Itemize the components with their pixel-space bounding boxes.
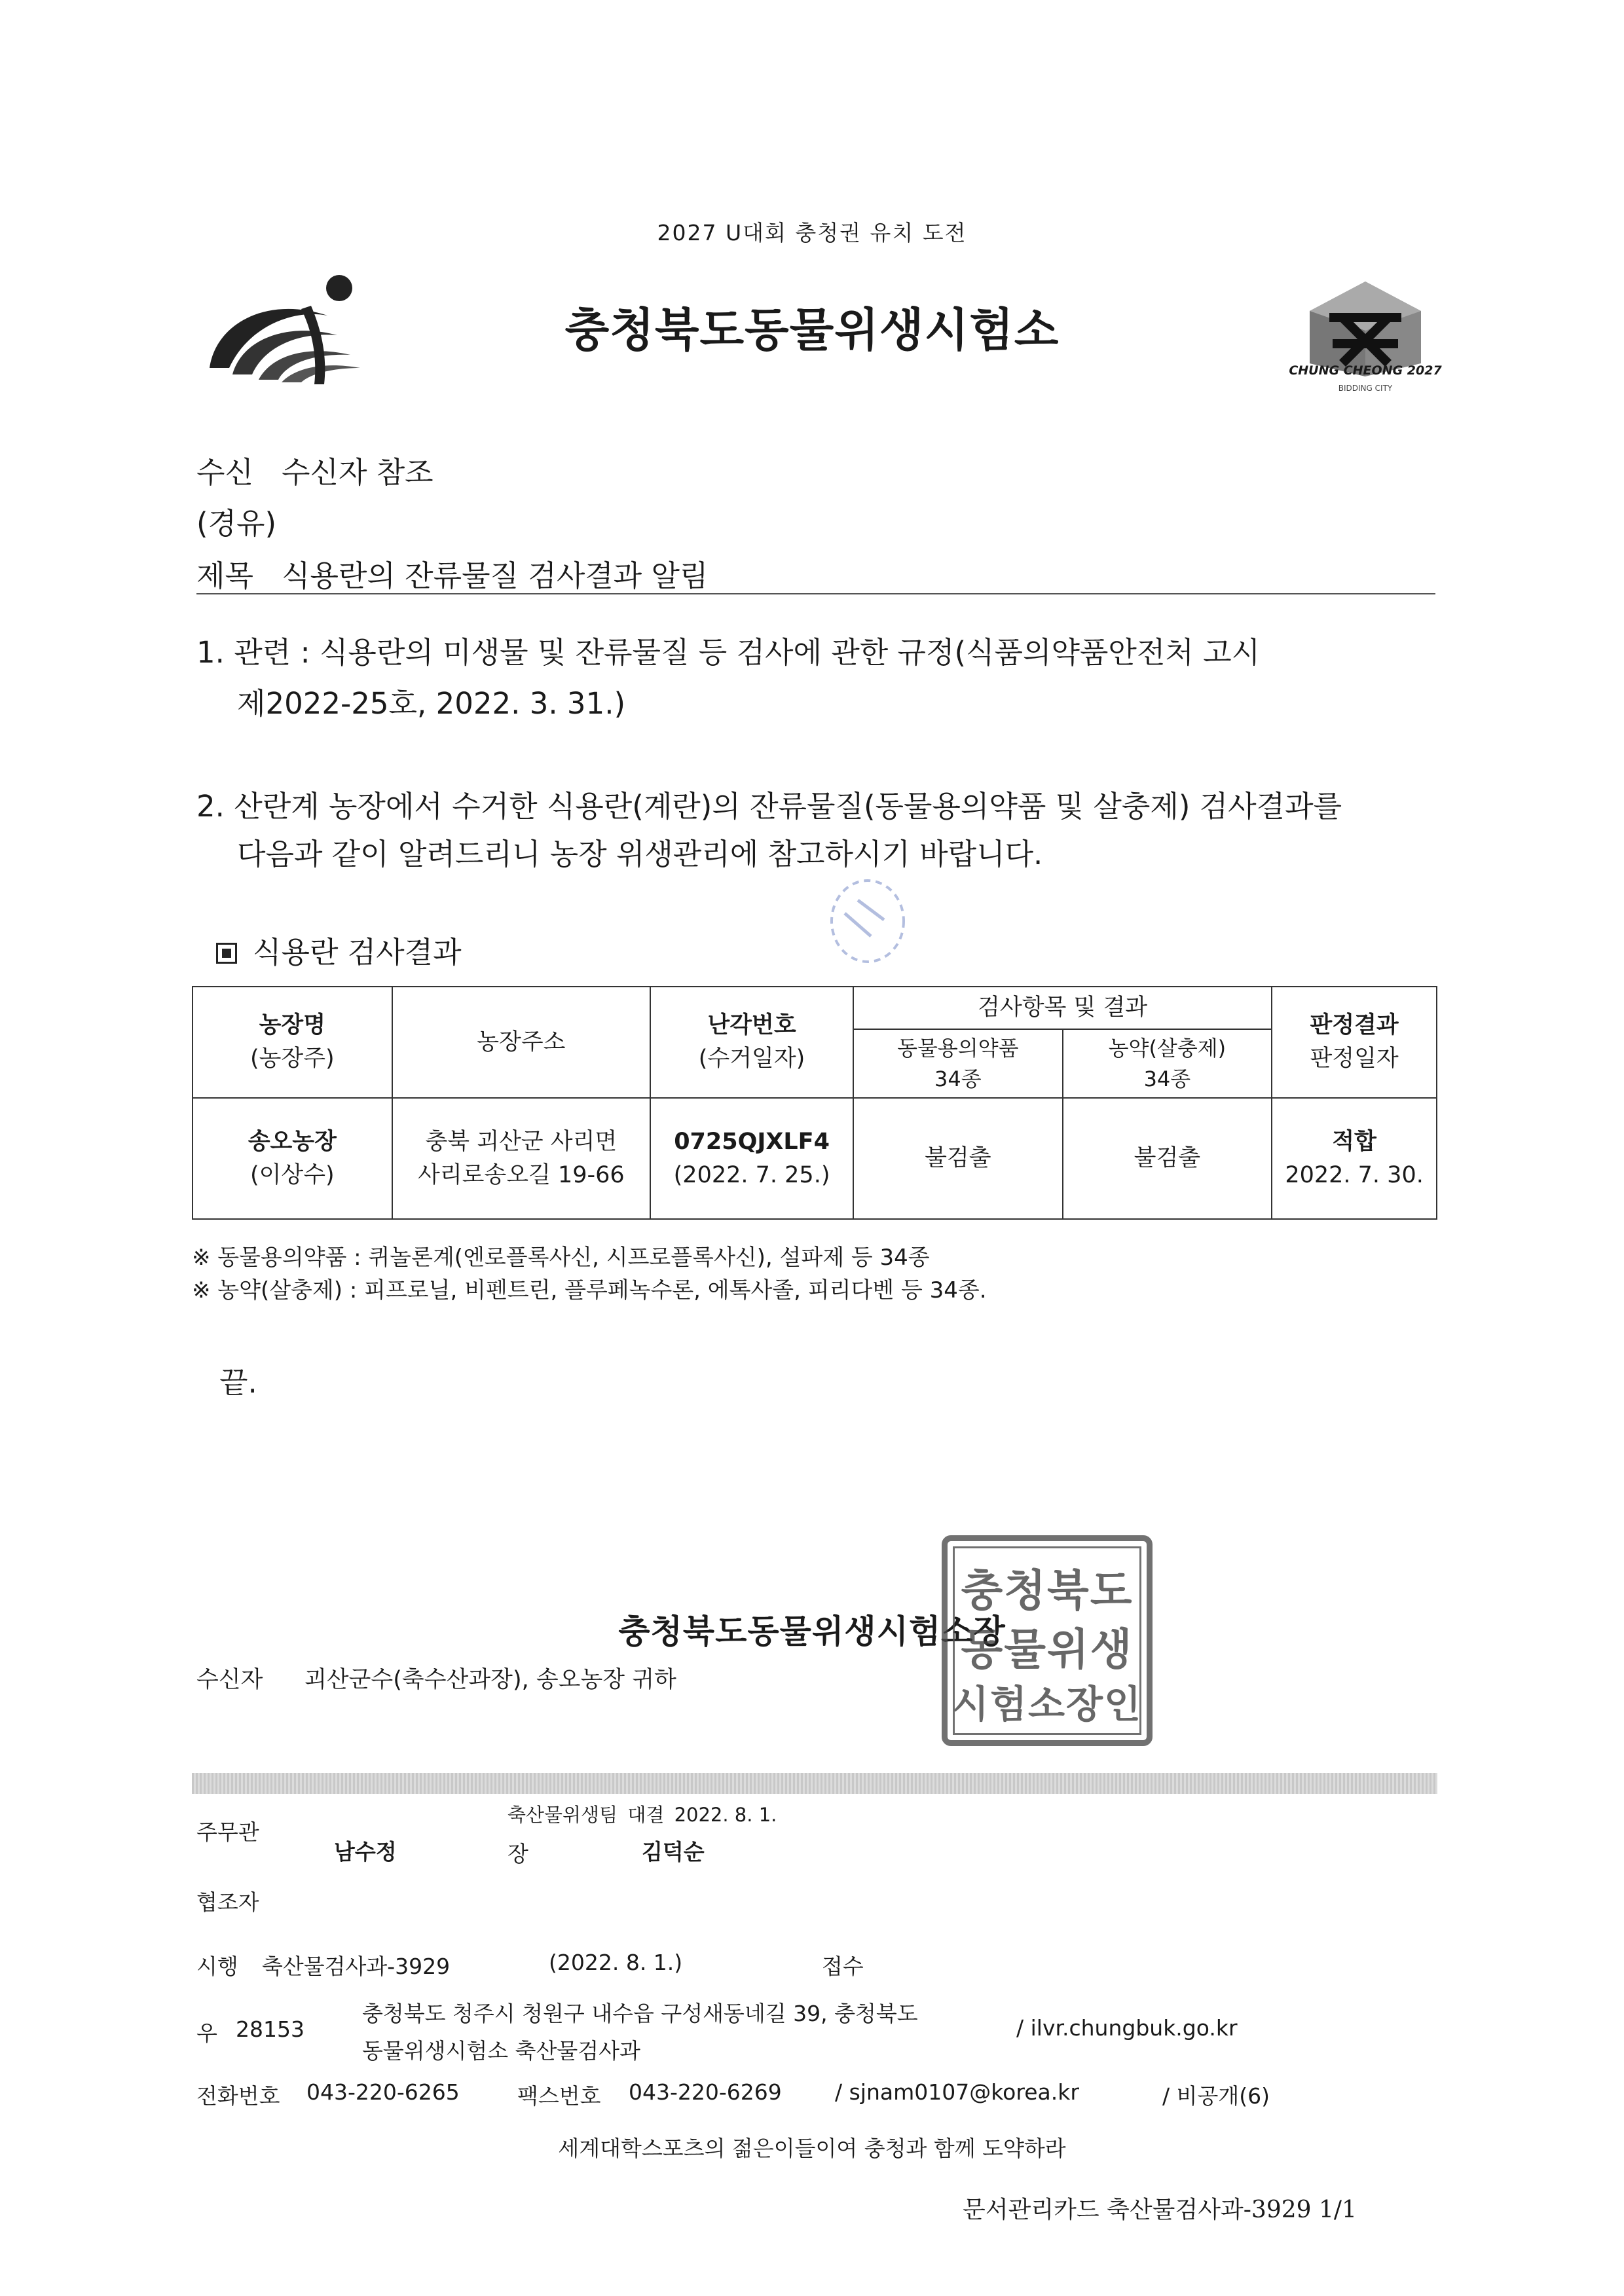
results-table xyxy=(192,986,1437,1220)
official-seal xyxy=(942,1535,1153,1746)
header-vet-drugs-label: 동물용의약품 xyxy=(897,1036,1019,1061)
table-header-row xyxy=(193,987,1437,1029)
cell-farm xyxy=(193,1098,392,1219)
approval-type: 대결 xyxy=(627,1804,665,1826)
subject-value: 식용란의 잔류물질 검사결과 알림 xyxy=(282,558,709,593)
divider-bar xyxy=(192,1773,1437,1794)
item2-line2: 다음과 같이 알려드리니 농장 위생관리에 참고하시기 바랍니다. xyxy=(237,837,1043,871)
chief-title: 충청북도동물위생시험소장 xyxy=(618,1613,1006,1650)
postal-label: 우 xyxy=(196,2020,217,2046)
seal-line1: 충청북도 xyxy=(961,1565,1134,1616)
receipt-stamp-mark-icon xyxy=(819,874,917,969)
doc-card: 문서관리카드 축산물검사과-3929 1/1 xyxy=(963,2196,1357,2223)
website: / ilvr.chungbuk.go.kr xyxy=(1016,2015,1238,2041)
cell-farm-name: 송오농장 xyxy=(248,1128,337,1155)
recipients-label: 수신자 xyxy=(196,1667,263,1693)
cell-farm-owner: (이상수) xyxy=(249,1161,335,1188)
section-label-text: 식용란 검사결과 xyxy=(253,935,462,970)
header-farm xyxy=(193,987,392,1098)
subject-divider xyxy=(196,593,1435,594)
cell-egg xyxy=(650,1098,853,1219)
header-pesticides-label: 농약(살충제) xyxy=(1108,1036,1227,1061)
header-collect-date: (수거일자) xyxy=(698,1046,805,1072)
footnote-pesticides: ※ 농약(살충제) : 피프로닐, 비펜트린, 플루페녹수론, 에톡사졸, 피리다벤 등 34종. xyxy=(192,1277,987,1303)
recipient-value: 수신자 참조 xyxy=(282,455,434,490)
approver-name: 김덕순 xyxy=(642,1839,705,1865)
address-line1: 충청북도 청주시 청원구 내수읍 구성새동네길 39, 충청북도 xyxy=(362,2001,918,2026)
cell-verdict-value: 적합 xyxy=(1332,1128,1376,1155)
logo-subcaption: BIDDING CITY xyxy=(1338,384,1393,393)
org-title: 충청북도동물위생시험소 xyxy=(564,303,1060,357)
logo-caption: CHUNG CHEONG 2027 xyxy=(1289,363,1442,378)
header-farm-name: 농장명 xyxy=(259,1012,326,1039)
disclosure: / 비공개(6) xyxy=(1162,2083,1270,2109)
cooperator-label: 협조자 xyxy=(196,1889,259,1915)
recipients-line xyxy=(196,1662,676,1694)
team-approval xyxy=(507,1800,777,1827)
header-address: 농장주소 xyxy=(392,987,651,1098)
seal-line2: 동물위생 xyxy=(961,1624,1134,1675)
via-label: (경유) xyxy=(196,506,277,541)
cell-address xyxy=(392,1098,651,1219)
cell-address-line2: 사리로송오길 19-66 xyxy=(418,1161,625,1188)
cell-address-line1: 충북 괴산군 사리면 xyxy=(425,1128,618,1155)
filled-square-icon xyxy=(216,943,237,964)
staff-label: 주무관 xyxy=(196,1819,259,1845)
cell-pesticides-result: 불검출 xyxy=(1063,1098,1272,1219)
subject-label: 제목 xyxy=(196,558,253,593)
email: / sjnam0107@korea.kr xyxy=(835,2079,1079,2105)
cell-egg-code: 0725QJXLF4 xyxy=(674,1128,830,1155)
section-label xyxy=(216,928,462,971)
end-mark: 끝. xyxy=(219,1365,257,1400)
bottom-slogan: 세계대학스포츠의 젊은이들이여 충청과 함께 도약하라 xyxy=(558,2136,1066,2161)
slogan: 2027 U대회 충청권 유치 도전 xyxy=(657,220,967,246)
table-row xyxy=(193,1098,1437,1219)
header-vet-drugs xyxy=(853,1029,1063,1098)
fax: 043-220-6269 xyxy=(629,2079,782,2105)
header-egg-code: 난각번호 xyxy=(707,1012,796,1039)
item2-line1: 2. 산란계 농장에서 수거한 식용란(계란)의 잔류물질(동물용의약품 및 살충제) 검사결과를 xyxy=(196,789,1342,824)
header-test-items: 검사항목 및 결과 xyxy=(853,987,1272,1029)
approval-date: 2022. 8. 1. xyxy=(674,1804,777,1826)
item1-line1: 1. 관련 : 식용란의 미생물 및 잔류물질 등 검사에 관한 규정(식품의약품안전처 고시 xyxy=(196,635,1261,670)
staff-name: 남수정 xyxy=(334,1839,397,1865)
recipients-value: 괴산군수(축수산과장), 송오농장 귀하 xyxy=(304,1667,676,1693)
subject-line xyxy=(196,552,709,594)
header-verdict-date: 판정일자 xyxy=(1310,1046,1399,1072)
footnote-vet-drugs: ※ 동물용의약품 : 퀴놀론계(엔로플록사신, 시프로플록사신), 설파제 등 34종 xyxy=(192,1245,930,1271)
seal-line3: 시험소장인 xyxy=(951,1682,1143,1726)
address-line2: 동물위생시험소 축산물검사과 xyxy=(362,2038,640,2064)
postal-code: 28153 xyxy=(236,2016,304,2042)
team-label2: 장 xyxy=(507,1841,528,1867)
enforce-label: 시행 xyxy=(196,1954,238,1979)
header-pesticides-count: 34종 xyxy=(1143,1066,1191,1091)
recipient-label: 수신 xyxy=(196,455,253,490)
header-egg xyxy=(650,987,853,1098)
team-label: 축산물위생팀 xyxy=(507,1804,618,1826)
cell-verdict-date: 2022. 7. 30. xyxy=(1285,1161,1424,1188)
enforce-no: 축산물검사과-3929 xyxy=(262,1954,451,1979)
phone: 043-220-6265 xyxy=(306,2079,460,2105)
header-vet-drugs-count: 34종 xyxy=(934,1066,982,1091)
item1-line2: 제2022-25호, 2022. 3. 31.) xyxy=(237,686,626,721)
header-verdict-label: 판정결과 xyxy=(1310,1012,1399,1039)
phone-label: 전화번호 xyxy=(196,2083,280,2109)
receipt-label: 접수 xyxy=(822,1954,864,1979)
fax-label: 팩스번호 xyxy=(517,2083,601,2109)
cell-vet-drugs-result: 불검출 xyxy=(853,1098,1063,1219)
header-farm-owner: (농장주) xyxy=(249,1046,335,1072)
cell-collect-date: (2022. 7. 25.) xyxy=(673,1161,830,1188)
universiade-2027-logo-icon xyxy=(1283,259,1447,403)
header-verdict xyxy=(1272,987,1437,1098)
recipient-line xyxy=(196,448,434,491)
cell-verdict xyxy=(1272,1098,1437,1219)
header-pesticides xyxy=(1063,1029,1272,1098)
enforce-date: (2022. 8. 1.) xyxy=(549,1950,683,1975)
